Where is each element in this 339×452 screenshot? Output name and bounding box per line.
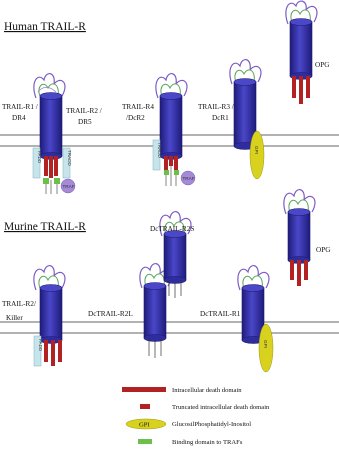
death-domain [290, 260, 294, 280]
legend-gpi-badge: GPI [139, 421, 150, 429]
dcr1-label: DcR1 [212, 114, 229, 122]
trail-r1-label: TRAIL-R1 / [2, 103, 38, 111]
death-domain [297, 260, 301, 286]
legend-truncated-swatch [140, 404, 150, 409]
dr5-label: DR5 [78, 118, 92, 126]
human-section-title: Human TRAIL-R [4, 21, 86, 33]
trail-r2-label: TRAIL-R2 / [66, 107, 102, 115]
gpi-label: GPI [254, 146, 259, 154]
death-domain [49, 156, 53, 178]
gpi-anchor [259, 324, 273, 372]
dcr2-label: /DcR2 [126, 114, 145, 122]
death-domain [299, 76, 303, 104]
death-domain [44, 340, 48, 362]
human-trail-r1-r2-receptor [33, 74, 75, 194]
human-trail-r3-receptor [230, 60, 264, 179]
human-opg-label: OPG [315, 61, 330, 69]
truncated-death-domain [174, 156, 178, 170]
trail-r3-label: TRAIL-R3 / [198, 103, 234, 111]
traf-binding-domain [54, 178, 60, 184]
dctrail-r2l-label: DcTRAIL-R2L [88, 310, 133, 318]
killer-label: Killer [6, 314, 23, 322]
murine-opg-receptor [284, 190, 315, 286]
legend-binding-swatch [138, 439, 152, 444]
death-domain [54, 156, 58, 176]
death-domain [51, 340, 55, 366]
traf-binding-domain [164, 170, 169, 175]
traf-binding-domain [43, 178, 49, 184]
legend-gpi-label: GlucosilPhosphatidyl-Inositol [172, 421, 252, 428]
death-domain [304, 260, 308, 280]
legend-binding-label: Binding domain to TRAFs [172, 439, 243, 446]
legend-truncated-label: Truncated intracellular death domain [172, 404, 270, 411]
dctrail-r1-label: DcTRAIL-R1 [200, 310, 241, 318]
dctrail-r1-receptor [238, 266, 273, 372]
human-opg-receptor [286, 1, 317, 104]
death-domain [44, 156, 48, 176]
tradd-label: TRADD [157, 142, 162, 158]
death-domain [292, 76, 296, 98]
legend-death-domain-swatch [122, 387, 166, 392]
fadd-label: FADD [37, 151, 42, 164]
trail-r4-label: TRAIL-R4 [122, 103, 154, 111]
dctrail-r2s-label: DcTRAIL-R2S [150, 225, 195, 233]
murine-opg-label: OPG [316, 246, 331, 254]
traf-label: TRAF [182, 176, 195, 181]
truncated-death-domain [169, 156, 173, 166]
gpi-label: GPI [263, 340, 268, 348]
legend [122, 387, 270, 446]
legend-death-domain-label: Intracellular death domain [172, 387, 242, 394]
death-domain [306, 76, 310, 98]
death-domain [58, 340, 62, 362]
murine-trail-r2-receptor [34, 266, 65, 366]
dr4-label: DR4 [12, 114, 26, 122]
gpi-anchor [250, 131, 264, 179]
traf-binding-domain [174, 170, 179, 175]
human-trail-r4-receptor [153, 74, 195, 186]
traf-label: TRAF [62, 184, 75, 189]
fadd-label: FADD [38, 339, 43, 352]
murine-section-title: Murine TRAIL-R [4, 221, 86, 233]
tradd-label: TRADD [67, 150, 72, 166]
truncated-death-domain [164, 156, 168, 170]
murine-trail-r2-label: TRAIL-R2/ [2, 300, 36, 308]
